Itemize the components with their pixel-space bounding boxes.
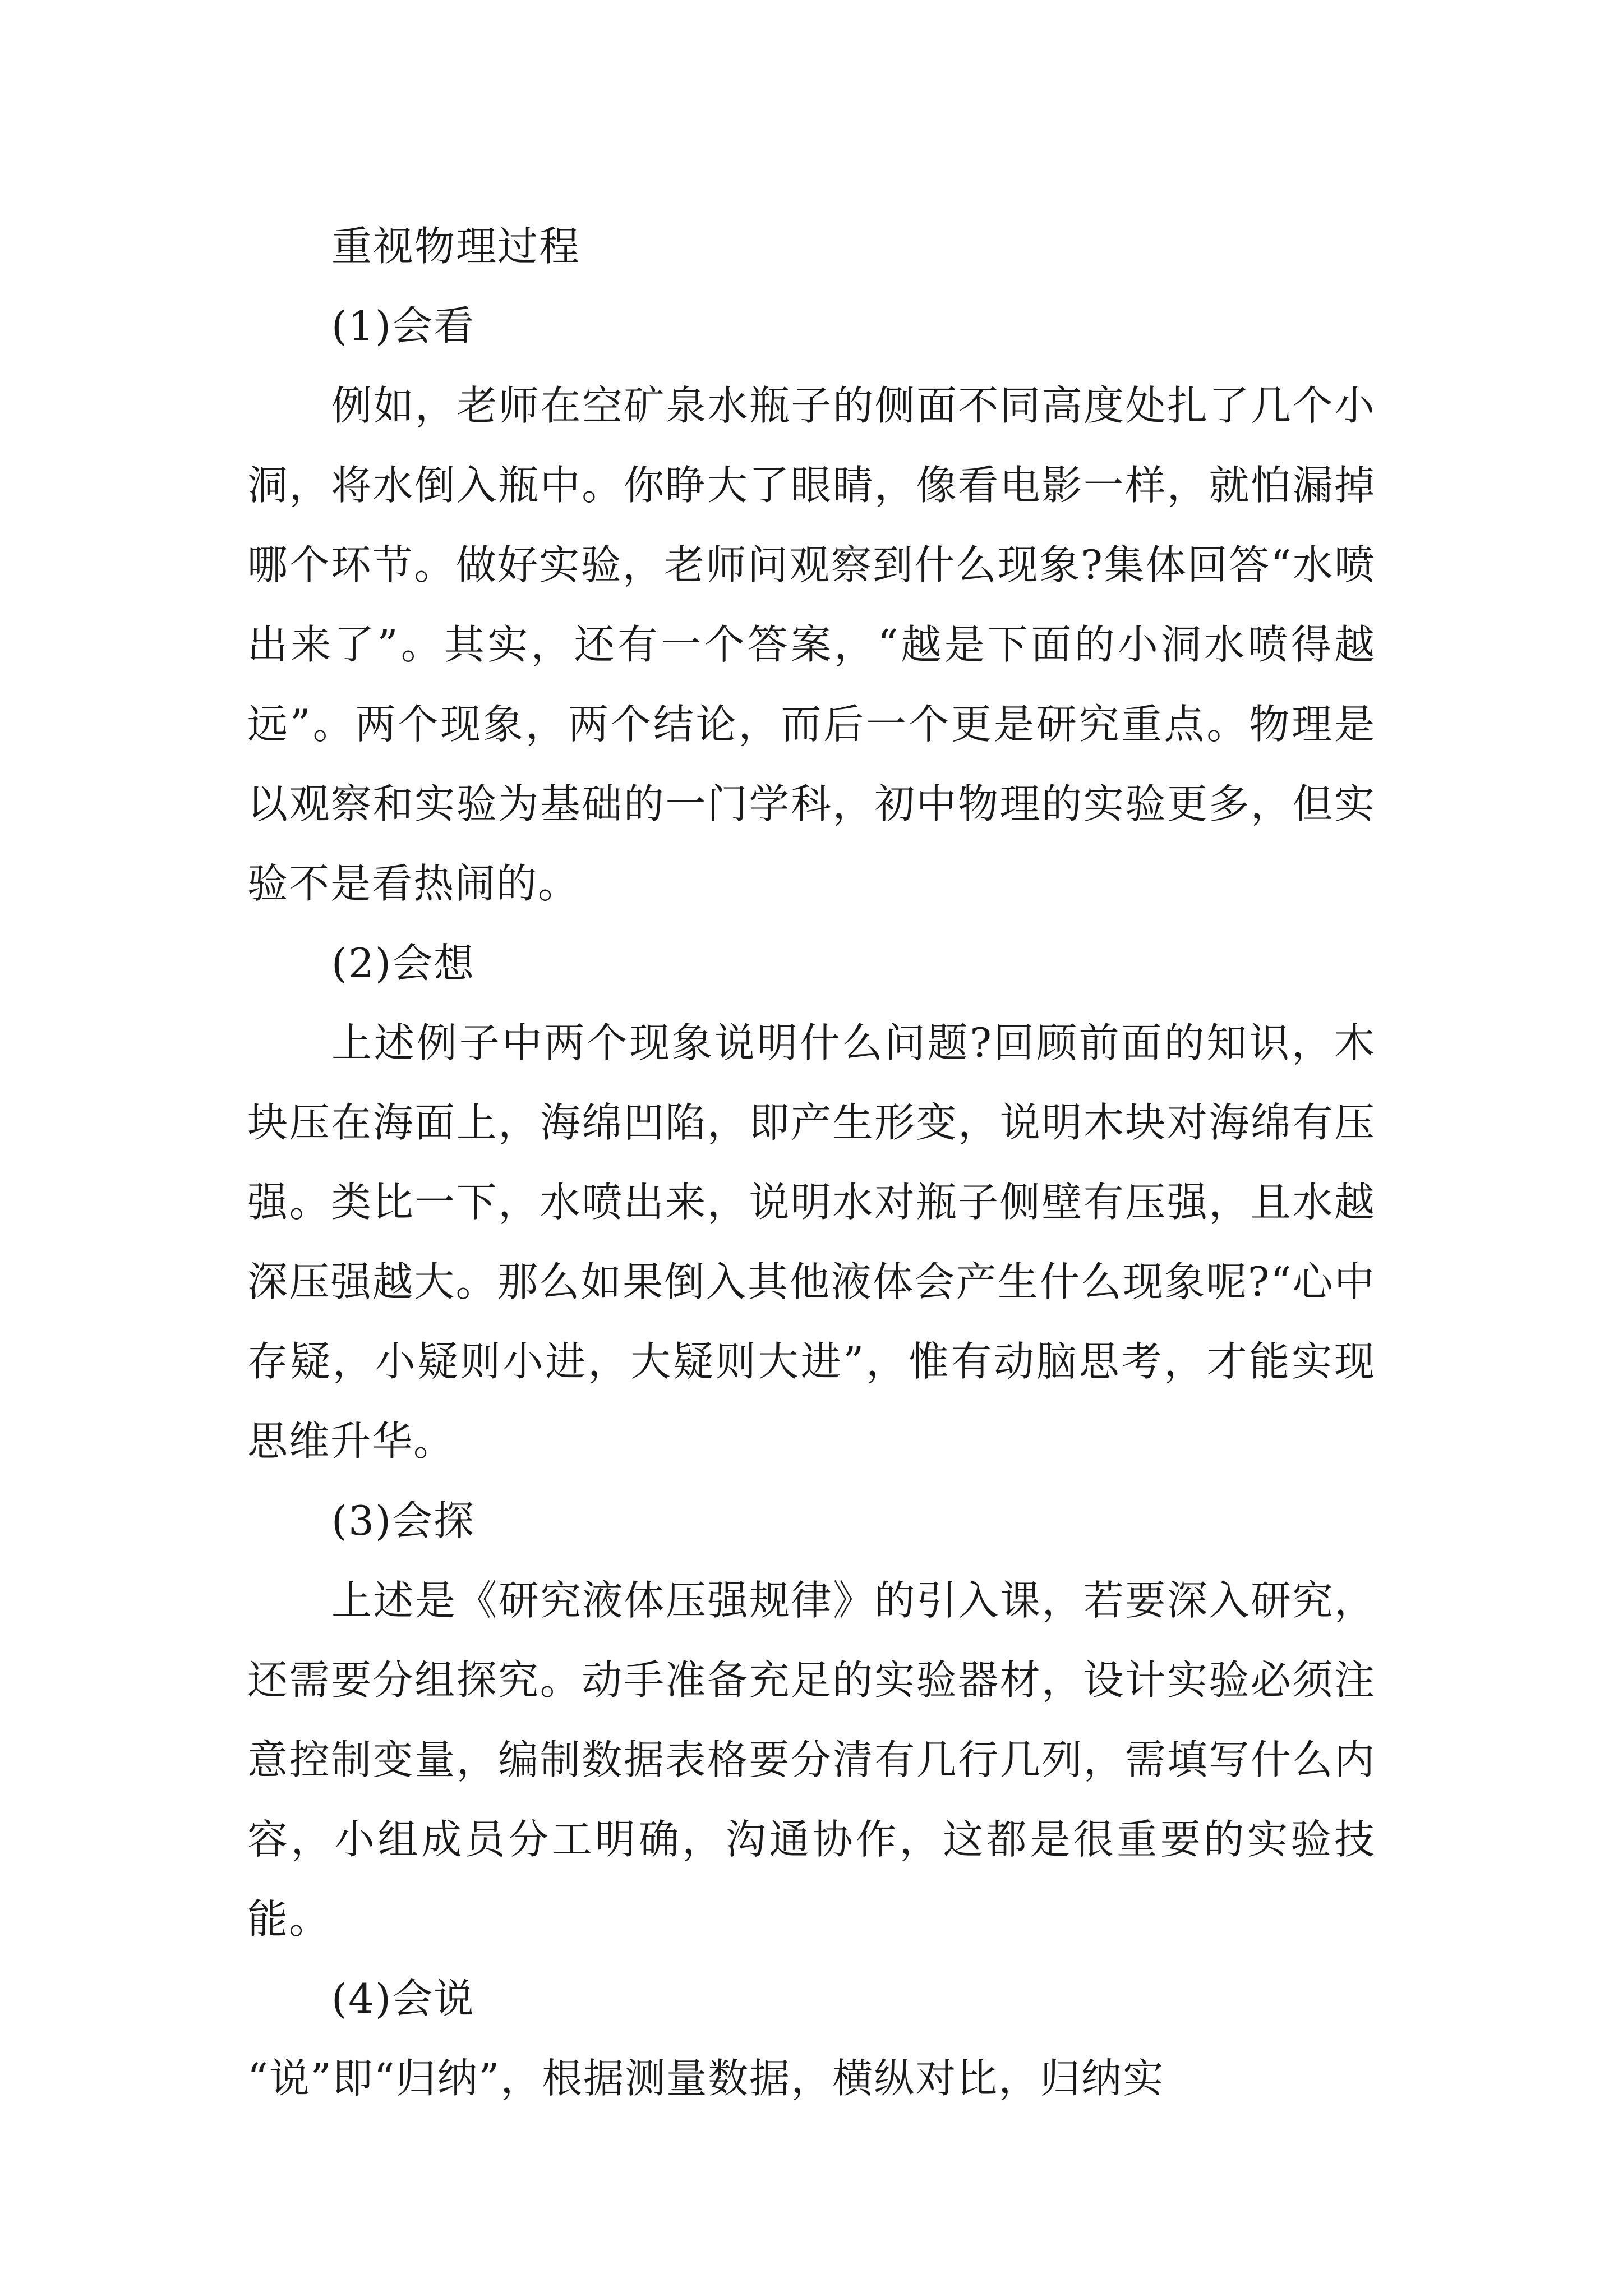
section-title: 重视物理过程: [331, 223, 581, 270]
paragraph-speak: “说”即“归纳”，根据测量数据，横纵对比，归纳实: [247, 2055, 1165, 2102]
subheading-look: (1)会看: [331, 302, 475, 349]
paragraph-think: 上述例子中两个现象说明什么问题?回顾前面的知识，木块压在海面上，海绵凹陷，即产生形变，说明木块对海绵有压强。类比一下，水喷出来，说明水对瓶子侧壁有压强，且水越深压强越大。那么如果倒入其他液体会产生什么现象呢?“心中存疑，小疑则小进，大疑则大进”，惟有动脑思考，才能实现思维升华。: [247, 1019, 1376, 1465]
paragraph-look: 例如，老师在空矿泉水瓶子的侧面不同高度处扎了几个小洞，将水倒入瓶中。你睁大了眼睛，像看电影一样，就怕漏掉哪个环节。做好实验，老师问观察到什么现象?集体回答“水喷出来了”。其实，还有一个答案，“越是下面的小洞水喷得越远”。两个现象，两个结论，而后一个更是研究重点。物理是以观察和实验为基础的一门学科，初中物理的实验更多，但实验不是看热闹的。: [247, 382, 1376, 907]
paragraph-explore: 上述是《研究液体压强规律》的引入课，若要深入研究，还需要分组探究。动手准备充足的实验器材，设计实验必须注意控制变量，编制数据表格要分清有几行几列，需填写什么内容，小组成员分工明确，沟通协作，这都是很重要的实验技能。: [247, 1577, 1376, 1943]
subheading-think: (2)会想: [331, 940, 475, 987]
document-body: [247, 206, 1376, 2118]
subheading-speak: (4)会说: [331, 1975, 475, 2022]
subheading-explore: (3)会探: [331, 1497, 475, 1544]
